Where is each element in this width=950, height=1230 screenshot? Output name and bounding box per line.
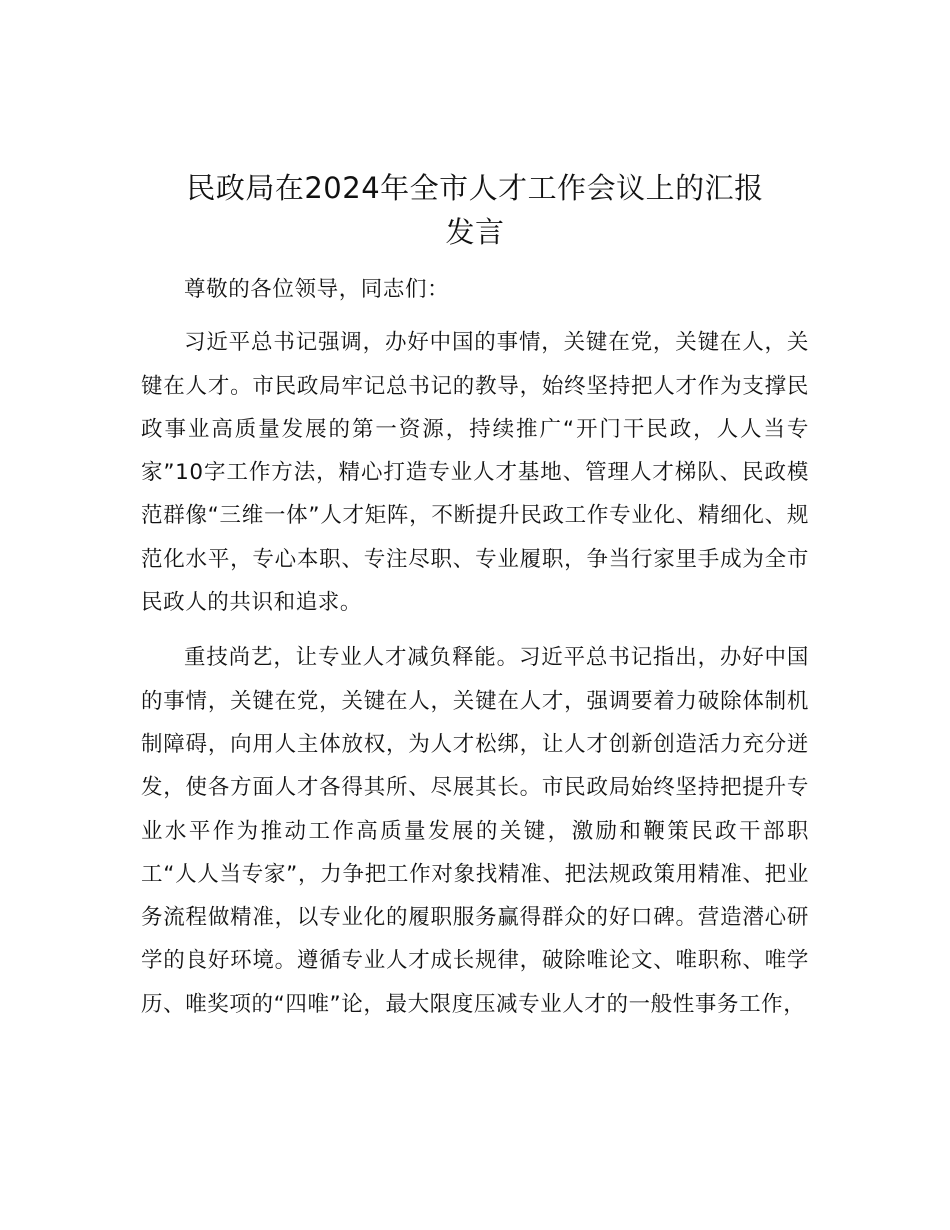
document-body [141, 268, 809, 1038]
greeting: 尊敬的各位领导，同志们： [184, 277, 450, 302]
title-line-2: 发言 [445, 215, 505, 249]
title-line-1: 民政局在2024年全市人才工作会议上的汇报 [186, 171, 764, 205]
paragraph-1: 习近平总书记强调，办好中国的事情，关键在党，关键在人，关键在人才。市民政局牢记总书记的教导，始终坚持把人才作为支撑民政事业高质量发展的第一资源，持续推广“开门干民政，人人当专家”10字工作方法，精心打造专业人才基地、管理人才梯队、民政模范群像“三维一体”人才矩阵，不断提升民政工作专业化、精细化、规范化水平，专心本职、专注尽职、专业履职，争当行家里手成为全市民政人的共识和追求。 [141, 330, 809, 616]
paragraph-2: 重技尚艺，让专业人才减负释能。习近平总书记指出，办好中国的事情，关键在党，关键在人，关键在人才，强调要着力破除体制机制障碍，向用人主体放权，为人才松绑，让人才创新创造活力充分迸发，使各方面人才各得其所、尽展其长。市民政局始终坚持把提升专业水平作为推动工作高质量发展的关键，激励和鞭策民政干部职工“人人当专家”，力争把工作对象找精准、把法规政策用精准、把业务流程做精准，以专业化的履职服务赢得群众的好口碑。营造潜心研学的良好环境。遵循专业人才成长规律，破除唯论文、唯职称、唯学历、唯奖项的“四唯”论，最大限度压减专业人才的一般性事务工作， [141, 645, 809, 1017]
document-title [140, 166, 810, 254]
